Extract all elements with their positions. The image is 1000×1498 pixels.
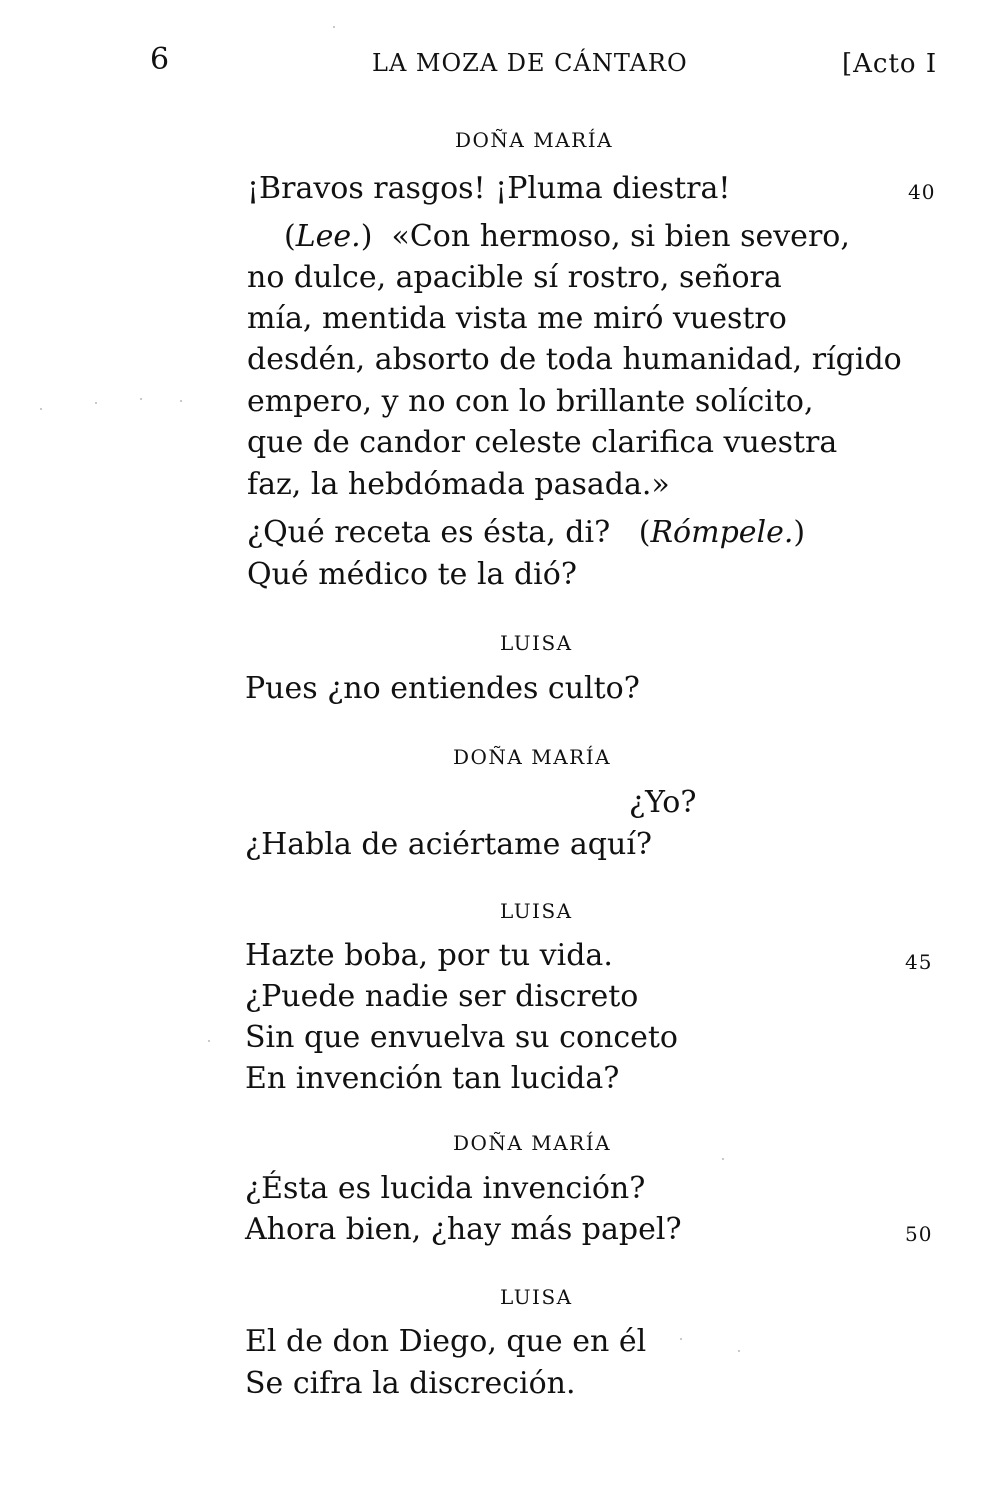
scan-speck — [738, 1350, 740, 1352]
page-number: 6 — [150, 42, 170, 77]
verse-line: Se cifra la discreción. — [245, 1366, 576, 1401]
verse-line: ¿Puede nadie ser discreto — [245, 979, 639, 1014]
running-title: LA MOZA DE CÁNTARO — [372, 49, 688, 77]
speaker-luisa: LUISA — [500, 899, 573, 923]
letter-text: «Con hermoso, si bien severo, — [391, 219, 850, 254]
scan-speck — [40, 408, 42, 410]
verse-line: ¿Qué receta es ésta, di? (Rómpele.) — [247, 515, 806, 550]
verse-text: ¿Qué receta es ésta, di? — [247, 515, 611, 550]
line-number: 40 — [908, 180, 936, 204]
verse-line: Hazte boba, por tu vida. — [245, 938, 613, 973]
scan-speck — [333, 26, 335, 28]
prose-line: no dulce, apacible sí rostro, señora — [247, 260, 782, 295]
prose-line: desdén, absorto de toda humanidad, rígido — [247, 342, 902, 377]
verse-line: ¿Ésta es lucida invención? — [245, 1171, 646, 1206]
verse-line: Ahora bien, ¿hay más papel? — [245, 1212, 682, 1247]
speaker-luisa: LUISA — [500, 631, 573, 655]
prose-line: empero, y no con lo brillante solícito, — [247, 384, 814, 419]
scan-speck — [680, 1338, 682, 1340]
stage-direction: Rómpele. — [650, 515, 794, 550]
line-number: 45 — [905, 950, 933, 974]
verse-line: Qué médico te la dió? — [247, 557, 577, 592]
verse-line: (Lee.) «Con hermoso, si bien severo, — [284, 219, 850, 254]
act-label: [Acto I — [842, 49, 938, 79]
verse-line: El de don Diego, que en él — [245, 1324, 647, 1359]
line-number: 50 — [905, 1222, 933, 1246]
scan-speck — [95, 402, 97, 404]
verse-line: Pues ¿no entiendes culto? — [245, 671, 640, 706]
scan-speck — [722, 1158, 724, 1160]
prose-line: faz, la hebdómada pasada.» — [247, 467, 670, 502]
speaker-dona-maria: DOÑA MARÍA — [453, 745, 612, 769]
speaker-dona-maria: DOÑA MARÍA — [455, 128, 614, 152]
prose-line: que de candor celeste clarifica vuestra — [247, 425, 838, 460]
verse-line: En invención tan lucida? — [245, 1061, 620, 1096]
speaker-dona-maria: DOÑA MARÍA — [453, 1131, 612, 1155]
scan-speck — [180, 400, 182, 402]
stage-direction: Lee. — [295, 219, 361, 254]
verse-line: ¡Bravos rasgos! ¡Pluma diestra! — [247, 171, 731, 206]
verse-line: ¿Yo? — [629, 785, 697, 820]
verse-line: ¿Habla de aciértame aquí? — [245, 827, 652, 862]
prose-line: mía, mentida vista me miró vuestro — [247, 301, 787, 336]
speaker-luisa: LUISA — [500, 1285, 573, 1309]
scan-speck — [140, 398, 142, 400]
verse-line: Sin que envuelva su conceto — [245, 1020, 678, 1055]
scan-speck — [208, 1040, 210, 1042]
